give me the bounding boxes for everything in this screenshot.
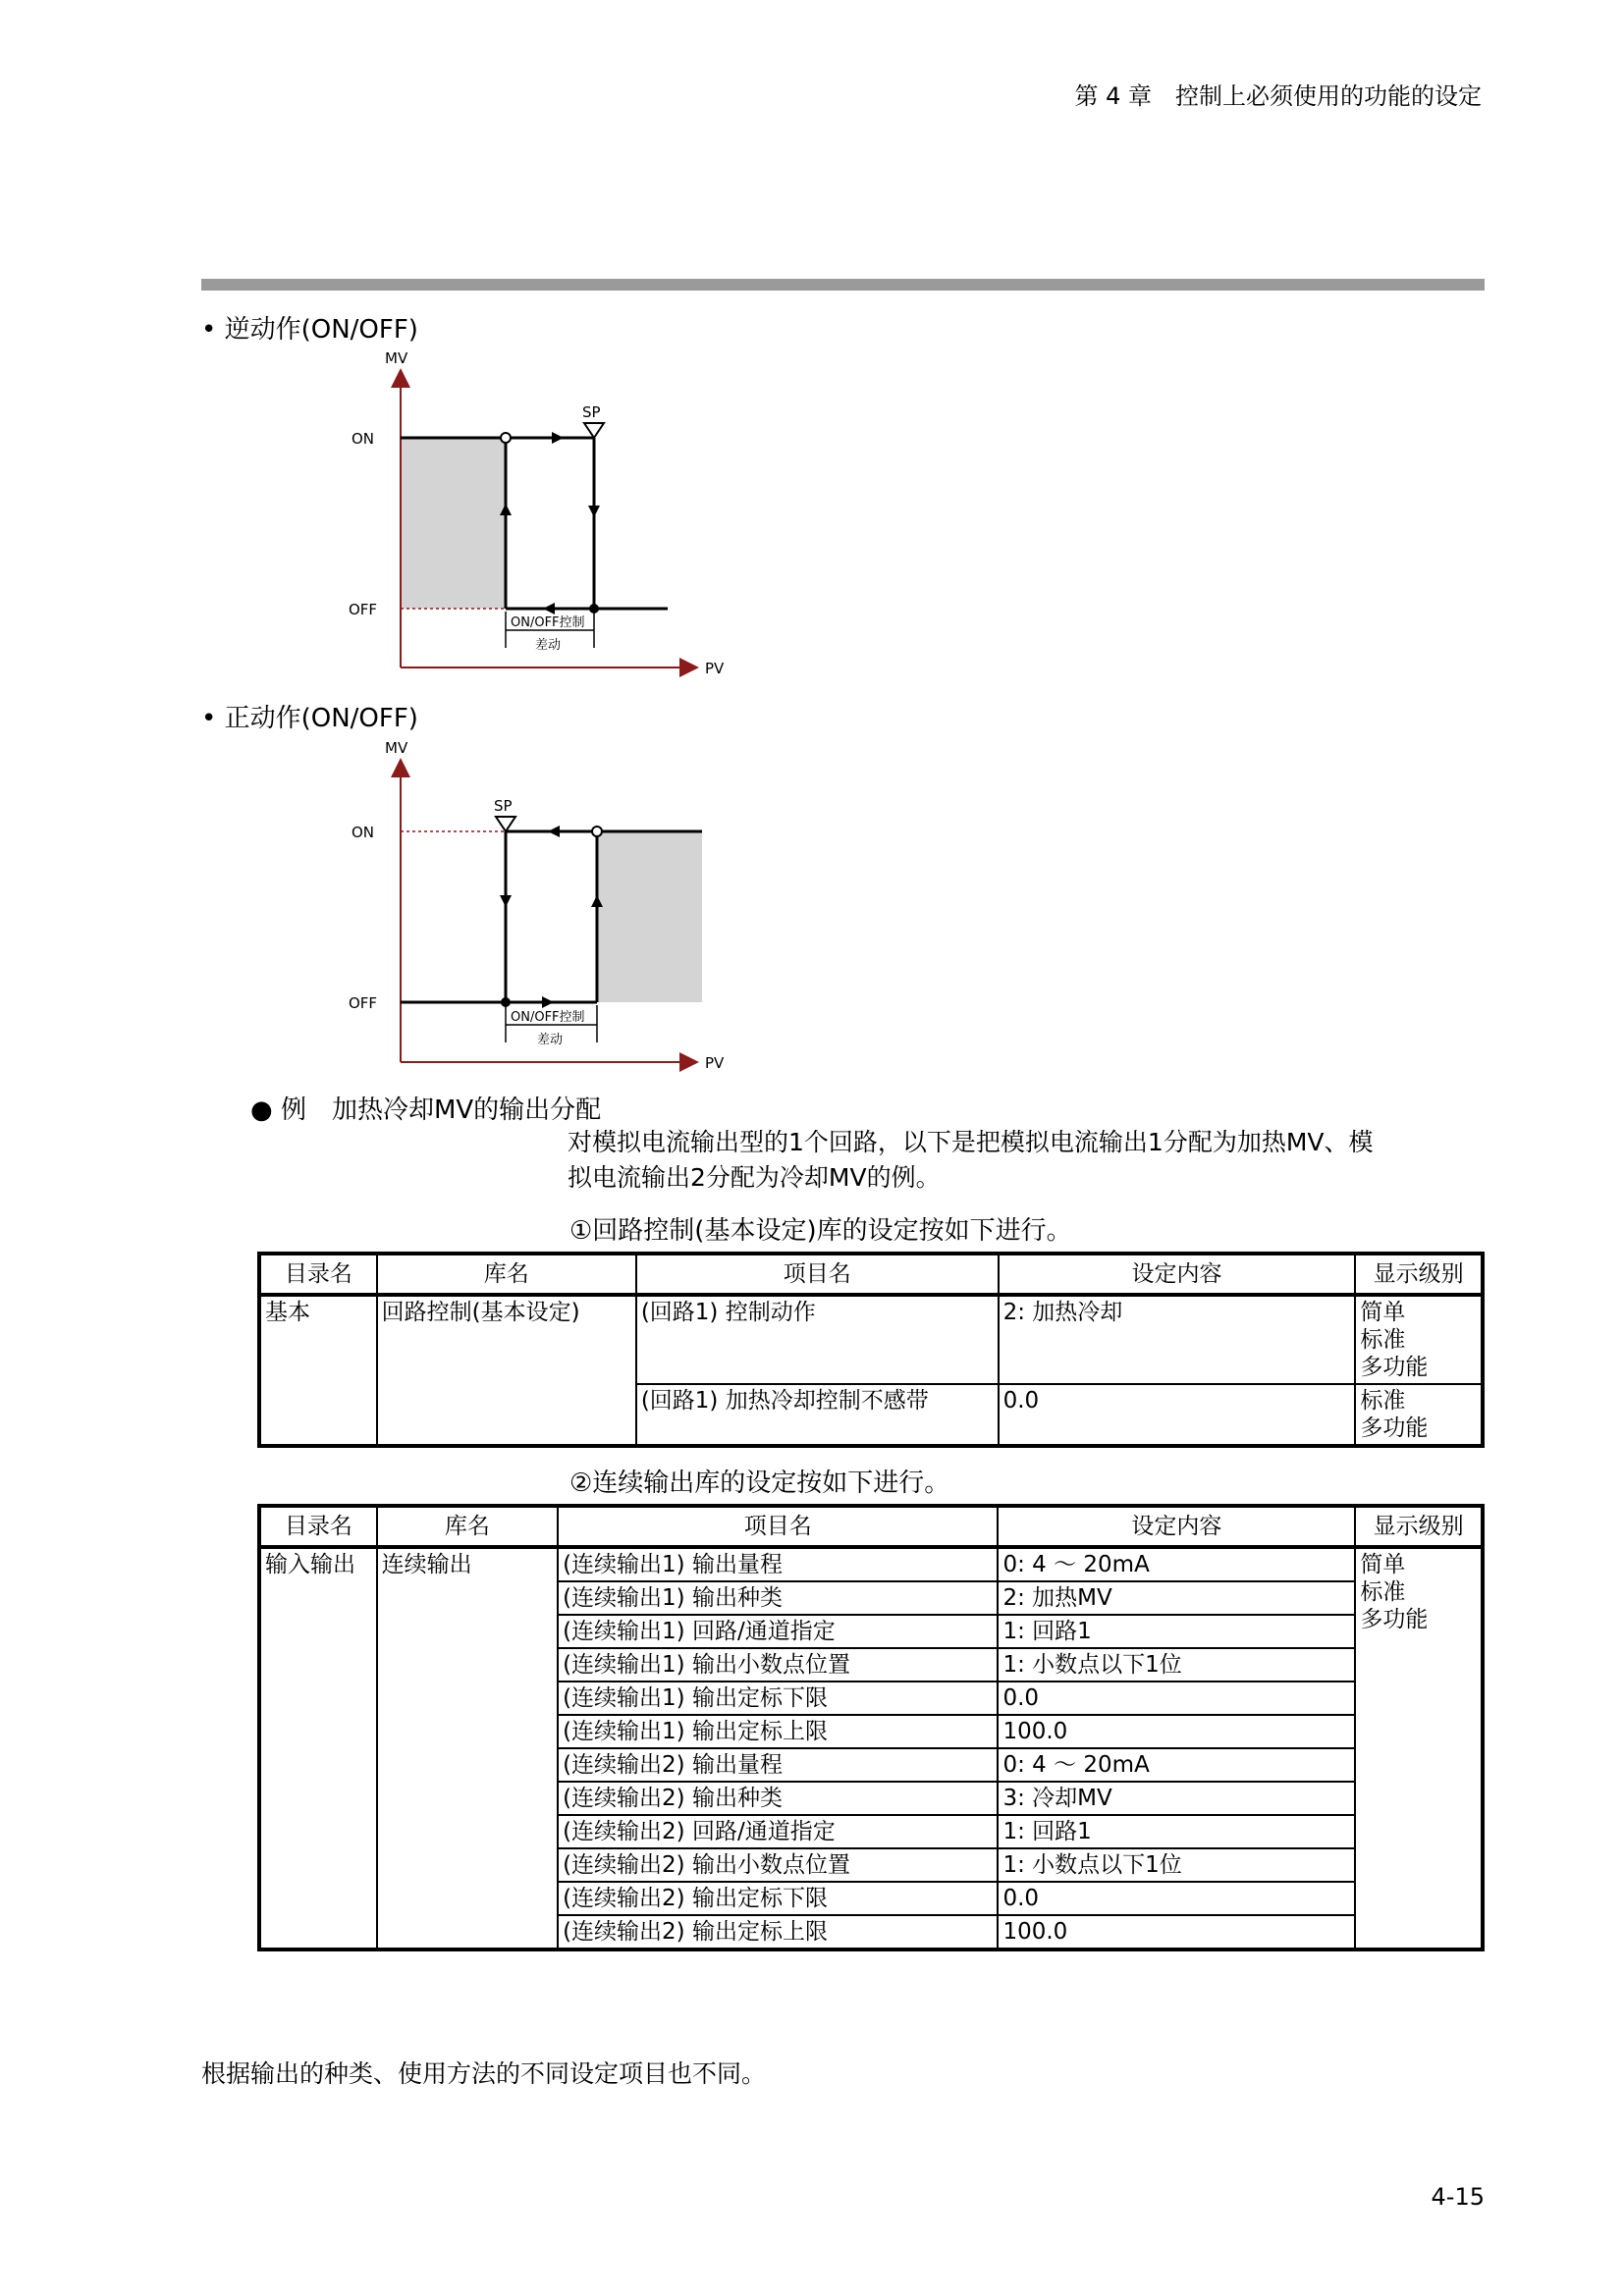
on-label: ON [352,824,375,841]
mv-label: MV [385,349,408,367]
level-line: 简单 [1360,1300,1406,1325]
level-line: 标准 [1360,1579,1406,1605]
item-cell: (连续输出2) 输出定标下限 [558,1882,998,1915]
bank-cell: 连续输出 [377,1547,558,1949]
sp-label: SP [582,403,601,421]
section-divider [201,279,1485,291]
arrow-right-icon [542,996,554,1008]
on-region-shade [597,831,702,1002]
pv-label: PV [705,1054,725,1072]
level-cell [1355,1295,1483,1384]
value-cell: 1: 回路1 [998,1815,1355,1848]
table1 [257,1252,1485,1448]
item-cell: (连续输出2) 输出小数点位置 [558,1848,998,1882]
item-cell: (连续输出1) 回路/通道指定 [558,1615,998,1648]
arrow-left-icon [548,826,560,837]
table-row [259,1547,1483,1581]
level-line: 多功能 [1360,1415,1429,1441]
item-cell: (连续输出1) 输出量程 [558,1547,998,1581]
table2-header-row [259,1506,1483,1547]
header-directory: 目录名 [259,1506,377,1547]
table1-header-row [259,1254,1483,1295]
bank-cell: 回路控制(基本设定) [377,1295,636,1446]
item-cell: (连续输出1) 输出种类 [558,1581,998,1615]
item-cell: (连续输出2) 输出量程 [558,1748,998,1782]
item-cell: (连续输出1) 输出定标上限 [558,1715,998,1748]
table1-caption: ①回路控制(基本设定)库的设定按如下进行。 [569,1216,1072,1246]
item-cell: (回路1) 控制动作 [636,1295,999,1384]
direct-action-heading: • 正动作(ON/OFF) [201,704,418,733]
sp-marker-icon [496,817,515,831]
item-cell: (连续输出2) 输出种类 [558,1782,998,1815]
level-line: 标准 [1360,1388,1406,1414]
value-cell: 0.0 [998,1682,1355,1715]
item-cell: (回路1) 加热冷却控制不感带 [636,1384,999,1446]
level-line: 多功能 [1360,1355,1429,1380]
off-label: OFF [349,601,378,618]
item-cell: (连续输出2) 输出定标上限 [558,1915,998,1949]
header-item: 项目名 [558,1506,998,1547]
arrow-down-icon [588,506,600,517]
item-cell: (连续输出2) 回路/通道指定 [558,1815,998,1848]
direct-action-diagram [334,738,746,1077]
example-paragraph-line2: 拟电流输出2分配为冷却MV的例。 [568,1163,941,1192]
value-cell: 1: 回路1 [998,1615,1355,1648]
header-value: 设定内容 [998,1506,1355,1547]
footer-note: 根据输出的种类、使用方法的不同设定项目也不同。 [201,2059,767,2088]
level-line: 简单 [1360,1552,1406,1577]
example-heading: ● 例 加热冷却MV的输出分配 [250,1095,602,1125]
header-bank: 库名 [377,1506,558,1547]
value-cell: 2: 加热MV [998,1581,1355,1615]
off-label: OFF [349,994,378,1012]
value-cell: 2: 加热冷却 [999,1295,1356,1384]
open-point-icon [501,433,511,443]
level-line: 标准 [1360,1327,1406,1353]
value-cell: 1: 小数点以下1位 [998,1648,1355,1682]
header-value: 设定内容 [999,1254,1356,1295]
arrow-down-icon [500,895,512,907]
arrow-right-icon [552,432,564,444]
table2-caption: ②连续输出库的设定按如下进行。 [569,1468,950,1498]
level-cell [1355,1384,1483,1446]
directory-cell: 输入输出 [259,1547,377,1949]
value-cell: 0: 4 ～ 20mA [998,1748,1355,1782]
arrow-left-icon [543,603,555,614]
level-line: 多功能 [1360,1607,1429,1632]
mv-label: MV [385,739,408,757]
value-cell: 0.0 [998,1882,1355,1915]
table2 [257,1504,1485,1951]
chapter-title: 第 4 章 控制上必须使用的功能的设定 [1074,82,1482,110]
sp-marker-icon [584,423,604,438]
on-region-shade [401,438,506,609]
diff-label-2: 差动 [535,638,562,653]
value-cell: 0: 4 ～ 20mA [998,1547,1355,1581]
value-cell: 100.0 [998,1715,1355,1748]
table-row [259,1295,1483,1384]
value-cell: 0.0 [999,1384,1356,1446]
sp-label: SP [494,797,513,815]
value-cell: 3: 冷却MV [998,1782,1355,1815]
open-point-icon [592,827,602,836]
header-level: 显示级别 [1355,1506,1483,1547]
item-cell: (连续输出1) 输出定标下限 [558,1682,998,1715]
reverse-action-diagram [334,348,746,687]
header-level: 显示级别 [1355,1254,1483,1295]
diff-label-1: ON/OFF控制 [511,615,585,630]
on-label: ON [352,430,375,448]
pv-label: PV [705,660,725,677]
directory-cell: 基本 [259,1295,377,1446]
header-item: 项目名 [636,1254,999,1295]
value-cell: 100.0 [998,1915,1355,1949]
page-number: 4-15 [1431,2183,1485,2211]
item-cell: (连续输出1) 输出小数点位置 [558,1648,998,1682]
example-paragraph-line1: 对模拟电流输出型的1个回路，以下是把模拟电流输出1分配为加热MV、模 [568,1128,1374,1156]
reverse-action-heading: • 逆动作(ON/OFF) [201,315,418,345]
header-directory: 目录名 [259,1254,377,1295]
diff-label-2: 差动 [537,1033,564,1047]
header-bank: 库名 [377,1254,636,1295]
value-cell: 1: 小数点以下1位 [998,1848,1355,1882]
diff-label-1: ON/OFF控制 [511,1010,585,1025]
level-cell [1355,1547,1483,1949]
